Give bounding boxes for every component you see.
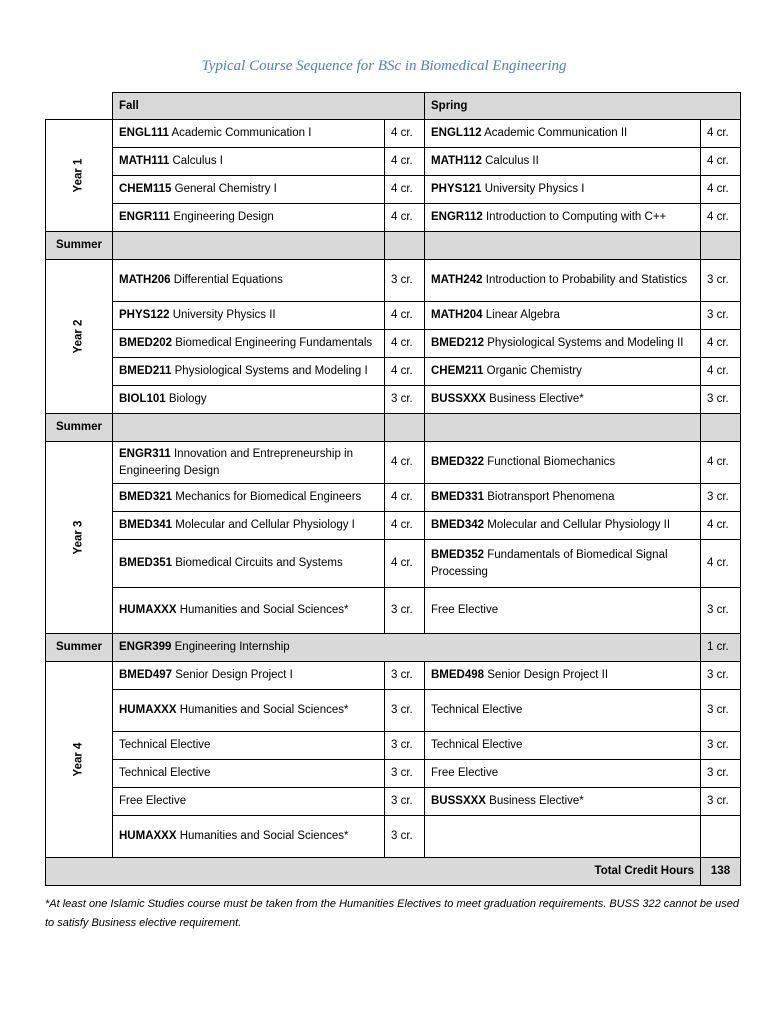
spring-course (425, 588, 701, 634)
fall-credits: 3 cr. (385, 690, 425, 732)
course-code: MATH111 (119, 155, 170, 167)
table-row (46, 260, 741, 302)
spring-credits: 4 cr. (701, 330, 741, 358)
course-name: General Chemistry I (174, 183, 277, 195)
course-name: Technical Elective (119, 739, 211, 751)
summer-cell (113, 414, 385, 442)
total-label: Total Credit Hours (46, 858, 701, 886)
fall-credits: 4 cr. (385, 484, 425, 512)
summer-cell (701, 232, 741, 260)
course-name: Linear Algebra (485, 309, 560, 321)
spring-credits: 3 cr. (701, 484, 741, 512)
table-row (46, 386, 741, 414)
summer-row (46, 232, 741, 260)
table-row (46, 302, 741, 330)
course-code: BMED202 (119, 337, 173, 349)
fall-course (113, 120, 385, 148)
course-name: Biomedical Circuits and Systems (175, 557, 343, 569)
table-row (46, 662, 741, 690)
fall-course (113, 512, 385, 540)
course-name: Mechanics for Biomedical Engineers (175, 491, 362, 503)
year-label-cell (46, 120, 113, 232)
summer-row (46, 414, 741, 442)
course-name: Senior Design Project II (487, 669, 609, 681)
spring-course (425, 788, 701, 816)
fall-course (113, 386, 385, 414)
course-code: BMED322 (431, 456, 485, 468)
course-name: Biology (168, 393, 207, 405)
spring-credits: 3 cr. (701, 732, 741, 760)
spring-credits: 3 cr. (701, 690, 741, 732)
course-code: MATH112 (431, 155, 482, 167)
course-name: Humanities and Social Sciences* (179, 830, 349, 842)
fall-credits: 4 cr. (385, 442, 425, 484)
spring-course (425, 120, 701, 148)
spring-credits: 3 cr. (701, 788, 741, 816)
course-code: ENGR112 (431, 211, 483, 223)
course-code: CHEM115 (119, 183, 172, 195)
fall-credits: 4 cr. (385, 302, 425, 330)
course-code: ENGR311 (119, 447, 171, 460)
table-row (46, 816, 741, 858)
course-code: PHYS122 (119, 309, 170, 321)
table-row (46, 176, 741, 204)
course-name: Innovation and Entrepreneurship in Engineering Design (119, 447, 353, 477)
fall-credits: 4 cr. (385, 358, 425, 386)
table-row (46, 330, 741, 358)
fall-course (113, 302, 385, 330)
table-row (46, 512, 741, 540)
course-name: Business Elective* (489, 795, 584, 807)
fall-credits: 4 cr. (385, 148, 425, 176)
spring-course (425, 484, 701, 512)
summer-label: Summer (46, 232, 113, 260)
course-name: Academic Communication II (484, 127, 628, 139)
course-code: MATH242 (431, 274, 483, 286)
fall-course (113, 358, 385, 386)
year-label: Year 1 (72, 158, 85, 193)
fall-credits: 3 cr. (385, 260, 425, 302)
fall-credits: 4 cr. (385, 176, 425, 204)
course-code: PHYS121 (431, 183, 482, 195)
course-code: ENGL111 (119, 127, 169, 139)
table-row (46, 690, 741, 732)
fall-credits: 3 cr. (385, 588, 425, 634)
spring-course (425, 690, 701, 732)
table-row (46, 588, 741, 634)
course-code: HUMAXXX (119, 604, 177, 616)
course-name: Technical Elective (431, 739, 523, 751)
spring-credits: 3 cr. (701, 588, 741, 634)
spring-course (425, 732, 701, 760)
course-name: Humanities and Social Sciences* (179, 704, 349, 716)
fall-course (113, 760, 385, 788)
summer-cell (385, 414, 425, 442)
spring-course (425, 760, 701, 788)
course-name: Academic Communication I (171, 127, 312, 139)
fall-credits: 4 cr. (385, 512, 425, 540)
summer-cell (425, 232, 701, 260)
year-label-cell (46, 260, 113, 414)
course-code: BMED351 (119, 557, 173, 569)
course-name: Free Elective (119, 795, 187, 807)
course-name: Free Elective (431, 604, 499, 616)
fall-course (113, 204, 385, 232)
course-code: ENGR399 (119, 641, 172, 653)
fall-course (113, 662, 385, 690)
fall-course (113, 260, 385, 302)
course-name: Humanities and Social Sciences* (179, 604, 349, 616)
course-code: HUMAXXX (119, 704, 177, 716)
course-code: ENGR111 (119, 211, 171, 223)
fall-credits: 3 cr. (385, 732, 425, 760)
fall-credits: 3 cr. (385, 662, 425, 690)
course-code: BMED341 (119, 519, 173, 531)
course-name: Molecular and Cellular Physiology I (175, 519, 355, 531)
spring-course (425, 386, 701, 414)
fall-course (113, 176, 385, 204)
spring-course (425, 358, 701, 386)
course-code: HUMAXXX (119, 830, 177, 842)
spring-course (425, 662, 701, 690)
fall-course (113, 690, 385, 732)
summer-cell (701, 414, 741, 442)
course-name: Fundamentals of Biomedical Signal Processing (431, 548, 668, 578)
footnote: *At least one Islamic Studies course must be taken from the Humanities Electives to meet graduation requirements. BUSS 322 cannot be used to satisfy Business elective requirement. (45, 898, 739, 929)
course-name: Senior Design Project I (175, 669, 293, 681)
fall-credits: 4 cr. (385, 120, 425, 148)
course-code: BUSSXXX (431, 393, 486, 405)
fall-credits: 4 cr. (385, 204, 425, 232)
course-name: Technical Elective (431, 704, 523, 716)
course-name: Physiological Systems and Modeling I (174, 365, 368, 377)
fall-course (113, 732, 385, 760)
total-value: 138 (701, 858, 741, 886)
course-code: MATH204 (431, 309, 483, 321)
spring-header: Spring (425, 93, 741, 120)
spring-credits: 4 cr. (701, 540, 741, 588)
year-label-cell (46, 442, 113, 634)
course-name: University Physics I (484, 183, 585, 195)
course-name: Biotransport Phenomena (487, 491, 615, 503)
year-label: Year 4 (72, 742, 85, 777)
summer-row (46, 634, 741, 662)
summer-label: Summer (46, 634, 113, 662)
course-code: BMED497 (119, 669, 173, 681)
spring-credits: 4 cr. (701, 512, 741, 540)
spring-course (425, 176, 701, 204)
table-row (46, 442, 741, 484)
table-row (46, 732, 741, 760)
table-row (46, 788, 741, 816)
spring-course (425, 442, 701, 484)
fall-course (113, 540, 385, 588)
spring-credits: 3 cr. (701, 662, 741, 690)
spring-credits: 4 cr. (701, 120, 741, 148)
summer-credits: 1 cr. (701, 634, 741, 662)
fall-credits: 4 cr. (385, 330, 425, 358)
year-label: Year 2 (72, 319, 85, 354)
table-row (46, 120, 741, 148)
course-code: CHEM211 (431, 365, 484, 377)
course-code: BMED212 (431, 337, 485, 349)
spring-credits (701, 816, 741, 858)
course-name: University Physics II (172, 309, 276, 321)
fall-course (113, 788, 385, 816)
course-code: MATH206 (119, 274, 171, 286)
fall-course (113, 442, 385, 484)
spring-credits: 3 cr. (701, 302, 741, 330)
year-label: Year 3 (72, 520, 85, 555)
course-sequence-table (45, 92, 741, 886)
table-row (46, 484, 741, 512)
spring-credits: 3 cr. (701, 260, 741, 302)
course-name: Engineering Design (173, 211, 274, 223)
table-row (46, 760, 741, 788)
spring-course (425, 148, 701, 176)
course-name: Organic Chemistry (486, 365, 582, 377)
spring-course (425, 330, 701, 358)
spring-credits: 4 cr. (701, 176, 741, 204)
course-code: BMED331 (431, 491, 485, 503)
course-code: BMED342 (431, 519, 485, 531)
course-code: BIOL101 (119, 393, 166, 405)
course-code: BMED321 (119, 491, 173, 503)
fall-credits: 3 cr. (385, 816, 425, 858)
summer-cell (425, 414, 701, 442)
table-row (46, 204, 741, 232)
course-name: Technical Elective (119, 767, 211, 779)
course-name: Molecular and Cellular Physiology II (487, 519, 671, 531)
spring-course (425, 816, 701, 858)
total-row (46, 858, 741, 886)
spring-credits: 3 cr. (701, 760, 741, 788)
spring-course (425, 540, 701, 588)
course-name: Calculus II (485, 155, 539, 167)
summer-cell (113, 232, 385, 260)
document-title: Typical Course Sequence for BSc in Biomedical Engineering (201, 58, 567, 74)
course-code: BMED211 (119, 365, 172, 377)
fall-course (113, 816, 385, 858)
course-code: ENGL112 (431, 127, 482, 139)
fall-course (113, 484, 385, 512)
table-row (46, 540, 741, 588)
spring-course (425, 260, 701, 302)
fall-header: Fall (113, 93, 425, 120)
course-name: Differential Equations (173, 274, 283, 286)
spring-course (425, 302, 701, 330)
course-name: Physiological Systems and Modeling II (487, 337, 684, 349)
spring-credits: 4 cr. (701, 442, 741, 484)
course-code: BMED352 (431, 548, 485, 561)
spring-course (425, 204, 701, 232)
summer-label: Summer (46, 414, 113, 442)
course-name: Engineering Internship (174, 641, 290, 653)
course-code: BUSSXXX (431, 795, 486, 807)
fall-credits: 3 cr. (385, 386, 425, 414)
fall-course (113, 148, 385, 176)
spring-credits: 3 cr. (701, 386, 741, 414)
fall-course (113, 588, 385, 634)
spring-course (425, 512, 701, 540)
course-name: Introduction to Probability and Statistics (485, 274, 688, 286)
spring-credits: 4 cr. (701, 204, 741, 232)
table-row (46, 358, 741, 386)
summer-course (113, 634, 701, 662)
header-blank-cell (46, 93, 113, 120)
summer-cell (385, 232, 425, 260)
course-name: Free Elective (431, 767, 499, 779)
fall-credits: 3 cr. (385, 788, 425, 816)
fall-credits: 4 cr. (385, 540, 425, 588)
fall-course (113, 330, 385, 358)
course-code: BMED498 (431, 669, 485, 681)
spring-credits: 4 cr. (701, 148, 741, 176)
spring-credits: 4 cr. (701, 358, 741, 386)
course-name: Calculus I (172, 155, 223, 167)
course-name: Functional Biomechanics (487, 456, 616, 468)
course-name: Introduction to Computing with C++ (485, 211, 667, 223)
course-name: Biomedical Engineering Fundamentals (175, 337, 373, 349)
year-label-cell (46, 662, 113, 858)
course-name: Business Elective* (489, 393, 584, 405)
table-header-row (46, 93, 741, 120)
table-row (46, 148, 741, 176)
fall-credits: 3 cr. (385, 760, 425, 788)
